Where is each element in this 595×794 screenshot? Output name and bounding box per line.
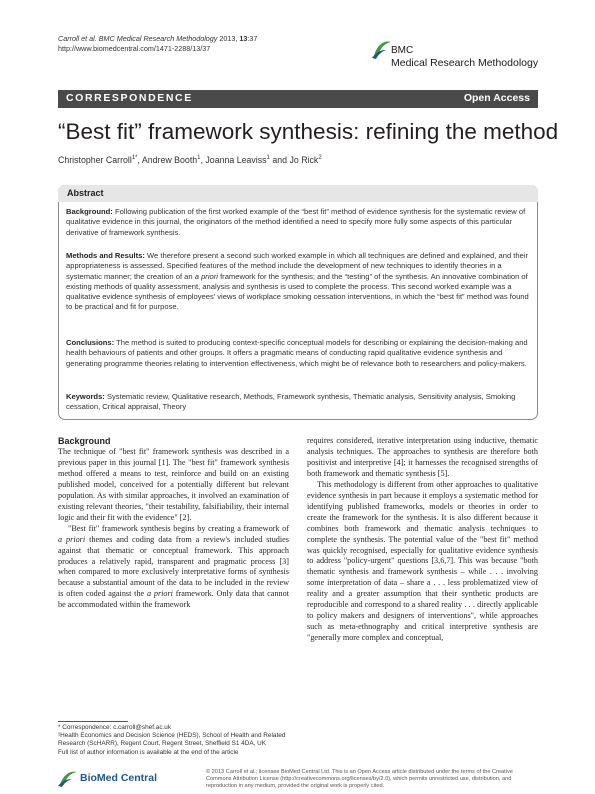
affiliation-note: ¹Health Economics and Decision Science (HEDS), School of Health and Related Research (ScHARR), Regent Court, Regent Street, Sheffield S1 4DA, UK (58, 732, 286, 748)
publisher-logo (58, 768, 178, 788)
abstract-methods-label: Methods and Results: (66, 251, 145, 260)
section-banner (58, 90, 538, 108)
publisher-name: BioMed Central (80, 772, 158, 784)
footnotes (58, 724, 289, 757)
author-name: Jo Rick (289, 155, 319, 165)
background-heading: Background (58, 436, 111, 446)
author-affiliation: 1* (131, 155, 138, 162)
body-paragraph: The technique of "best fit" framework synthesis was described in a previous paper in this journal [1]. The "best fit" framework synthesis method offered a means to test, reinforce and build on an existing published model, conceived for a potentially different but relevant population. As with similar approaches, it involved an examination of existing relevant theories, "their testability, falsifiability, their internal logic and their fit with the evidence" [2]. (58, 447, 289, 522)
journal-logo (371, 34, 541, 78)
biomed-central-swoosh-icon (58, 769, 78, 787)
abstract-background-text: Following publication of the first worked example of the “best fit” method of evidence synthesis for the systematic review of qualitative evidence in this journal, the originators of the method identified a need to specify more fully some aspects of this particular derivative of framework synthesis. (66, 207, 526, 237)
article-title: “Best fit” framework synthesis: refining the method (58, 119, 559, 144)
author-name: Christopher Carroll (58, 155, 132, 165)
abstract-methods (66, 251, 532, 313)
abstract-header (58, 185, 538, 202)
logo-bmc-text: BMC (391, 45, 414, 56)
citation-journal: Carroll et al. BMC Medical Research Methodology (58, 34, 218, 43)
citation-header (58, 34, 318, 53)
author-affiliation: 1 (266, 155, 270, 162)
abstract-conclusions-label: Conclusions: (66, 338, 115, 347)
logo-journal-name: Medical Research Methodology (391, 57, 539, 69)
author-info-note: Full list of author information is available at the end of the article (58, 748, 239, 756)
body-italic: a priori (146, 589, 173, 599)
abstract-methods-italic: a priori (194, 271, 218, 281)
abstract-methods-text: We therefore present a second such worked example in which all techniques are defined and explained, and their appropriateness is assessed. Specified features of the method include the development of new techniques to identify theories in a systematic manner; the creation of an (66, 251, 529, 281)
citation-volume: 13 (239, 34, 248, 43)
abstract-background (66, 207, 532, 238)
correspondence-note: * Correspondence: c.carroll@shef.ac.uk (58, 724, 172, 731)
abstract-keywords-text: Systematic review, Qualitative research, Methods, Framework synthesis, Thematic analysis, Sensitivity analysis, Smoking cessation, Critical appraisal, Theory (66, 392, 516, 412)
abstract-background-label: Background: (66, 207, 113, 216)
section-label: CORRESPONDENCE (66, 92, 193, 104)
abstract-conclusions (66, 338, 532, 369)
author-affiliation: 1 (197, 155, 201, 162)
abstract-keywords (66, 392, 532, 413)
body-paragraph: This methodology is different from other approaches to qualitative evidence synthesis in part because it employs a systematic method for identifying published frameworks, models or theories in order to create the framework for the synthesis. It is also different because it combines both framework and thematic analysis techniques to complete the synthesis. The potential value of the "best fit" method was quickly recognised, especially for qualitative evidence synthesis to address "policy-urgent" questions [3,6,7]. This was because "both thematic synthesis and framework synthesis – while . . . involving some interpretation of data – share a . . . less problematized view of reality and a greater assumption that their synthetic products are reproducible and correspond to a shared reality . . . directly applicable to policy makers and designers of interventions", while approaches such as meta-ethnography and critical interpretive synthesis are "generally more complex and conceptual, (307, 479, 538, 643)
body-column-right (307, 436, 538, 644)
author-separator: , (200, 155, 206, 165)
body-paragraph (58, 524, 289, 612)
abstract-methods-text-cont: framework for the synthesis; and the “testing” of the synthesis. An innovative combination of existing methods of quality assessment, analysis and synthesis is used to complete the process. This second worked example was a qualitative evidence synthesis of employees’ views of workplace smoking cessation interventions, in which the “best fit” method was found to be practical and fit for purpose. (66, 271, 529, 312)
body-text: "Best fit" framework synthesis begins by creating a framework of (68, 523, 289, 533)
author-separator: and (269, 155, 290, 165)
author-name: Andrew Booth (141, 155, 198, 165)
body-column-left (58, 447, 289, 611)
license-text: © 2013 Carroll et al.; licensee BioMed Central Ltd. This is an Open Access article distributed under the terms of the Creative Commons Attribution License (http://creativecommons.org/licenses/by/2.0), which permits unrestricted use, distribution, and reproduction in any medium, provided the original work is properly cited. (206, 769, 513, 790)
open-access-label: Open Access (463, 92, 530, 104)
author-list (58, 155, 322, 165)
author-name: Joanna Leaviss (205, 155, 267, 165)
body-paragraph: requires considered, iterative interpretation using inductive, thematic analysis techniques. The approaches to synthesis are therefore both positivist and interpretive [4]; it harnesses the recognised strengths of both framework and thematic synthesis [5]. (307, 436, 538, 478)
body-text: framework. Only data that cannot be accommodated within the framework (58, 589, 289, 610)
abstract-heading: Abstract (67, 188, 104, 198)
article-url[interactable]: http://www.biomedcentral.com/1471-2288/13/37 (58, 43, 211, 53)
citation-year: 2013, (219, 34, 238, 43)
citation-page: :37 (247, 34, 258, 43)
author-separator: , (137, 155, 142, 165)
abstract-conclusions-text: The method is suited to producing context-specific conceptual models for describing or explaining the decision-making and health behaviours of patients and other groups. It offers a pragmatic means of conducting rapid qualitative evidence synthesis and generating programme theories relating to intervention effectiveness, which might be of relevance both to researchers and policy-makers. (66, 338, 528, 368)
abstract-keywords-label: Keywords: (66, 392, 105, 401)
body-text: themes and coding data from a review's included studies against that thematic or conceptual framework. This approach produces a relatively rapid, transparent and pragmatic process [3] when compared to more exclusively interpretative forms of synthesis because a substantial amount of the data to be included in the review is often coded against the (58, 534, 289, 599)
bmc-swoosh-icon (371, 38, 393, 60)
author-affiliation: 2 (318, 155, 322, 162)
footnote-divider (58, 721, 128, 722)
body-italic: a priori (58, 534, 86, 544)
